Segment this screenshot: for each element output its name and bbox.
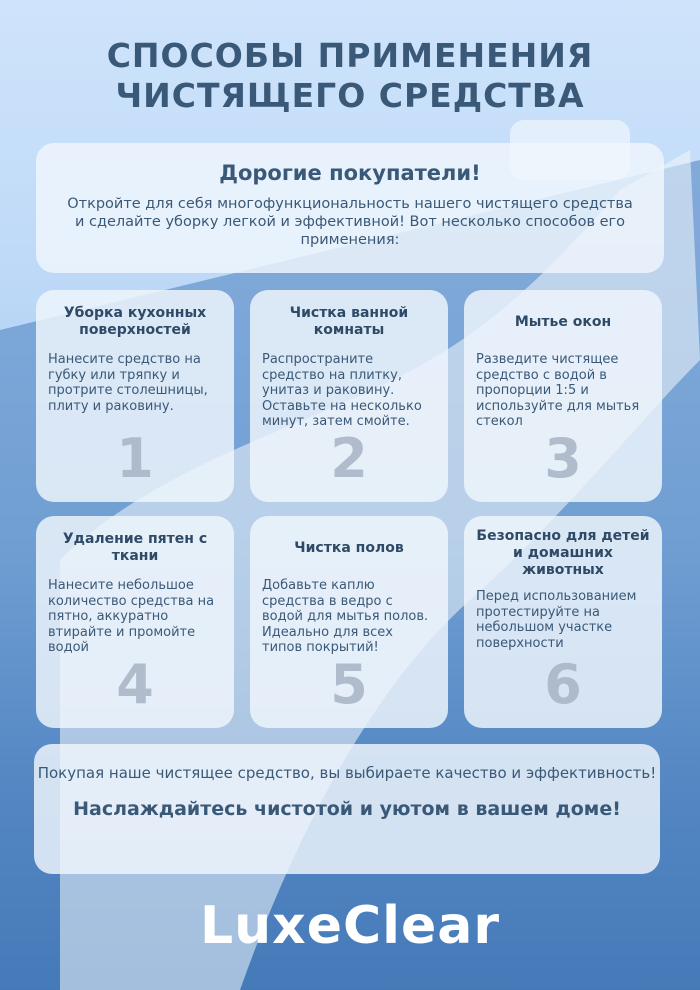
tile-title: Чистка ванной комнаты [289, 305, 409, 338]
title-line-1: СПОСОБЫ ПРИМЕНЕНИЯ [106, 36, 594, 75]
tile-text: Перед использованием протестируйте на небольшом участке поверхности [476, 589, 637, 651]
intro-heading: Дорогие покупатели! [219, 161, 481, 185]
tile-number: 3 [544, 427, 582, 490]
outro-heading: Наслаждайтесь чистотой и уютом в вашем доме! [73, 798, 621, 820]
tile-number: 4 [116, 653, 154, 716]
tile-floors [250, 516, 448, 728]
intro-text: Откройте для себя многофункциональность нашего чистящего средства и сделайте уборку легкой и эффективной! Вот несколько способов его применения: [67, 196, 633, 248]
tile-text: Распространите средство на плитку, унитаз и раковину. Оставьте на несколько минут, затем смойте. [262, 352, 422, 429]
tile-fabric [36, 516, 234, 728]
tile-number: 5 [330, 653, 368, 716]
intro-card [36, 143, 664, 273]
brand-logo: LuxeClear [200, 896, 500, 956]
tile-title: Безопасно для детей и домашних животных [476, 528, 650, 578]
tile-title: Уборка кухонных поверхностей [63, 305, 207, 338]
tile-text: Нанесите средство на губку или тряпку и протрите столешницы, плиту и раковину. [48, 352, 208, 414]
title-line-2: ЧИСТЯЩЕГО СРЕДСТВА [115, 76, 585, 115]
tile-title: Удаление пятен с ткани [62, 531, 208, 564]
tile-number: 1 [116, 427, 154, 490]
outro-card [34, 744, 660, 874]
tile-windows [464, 290, 662, 502]
tile-text: Нанесите небольшое количество средства на пятно, аккуратно втирайте и промойте водой [48, 578, 215, 655]
tile-text: Разведите чистящее средство с водой в пропорции 1:5 и используйте для мытья стекол [476, 352, 640, 429]
page-title [0, 36, 700, 116]
tile-kitchen [36, 290, 234, 502]
tile-number: 6 [544, 653, 582, 716]
tile-title: Чистка полов [294, 539, 404, 556]
tile-title: Мытье окон [514, 313, 612, 330]
tile-text: Добавьте каплю средства в ведро с водой для мытья полов. Идеально для всех типов покрытий! [262, 578, 429, 655]
tile-safety [464, 516, 662, 728]
tile-number: 2 [330, 427, 368, 490]
tile-bathroom [250, 290, 448, 502]
outro-text: Покупая наше чистящее средство, вы выбираете качество и эффективность! [37, 764, 657, 782]
